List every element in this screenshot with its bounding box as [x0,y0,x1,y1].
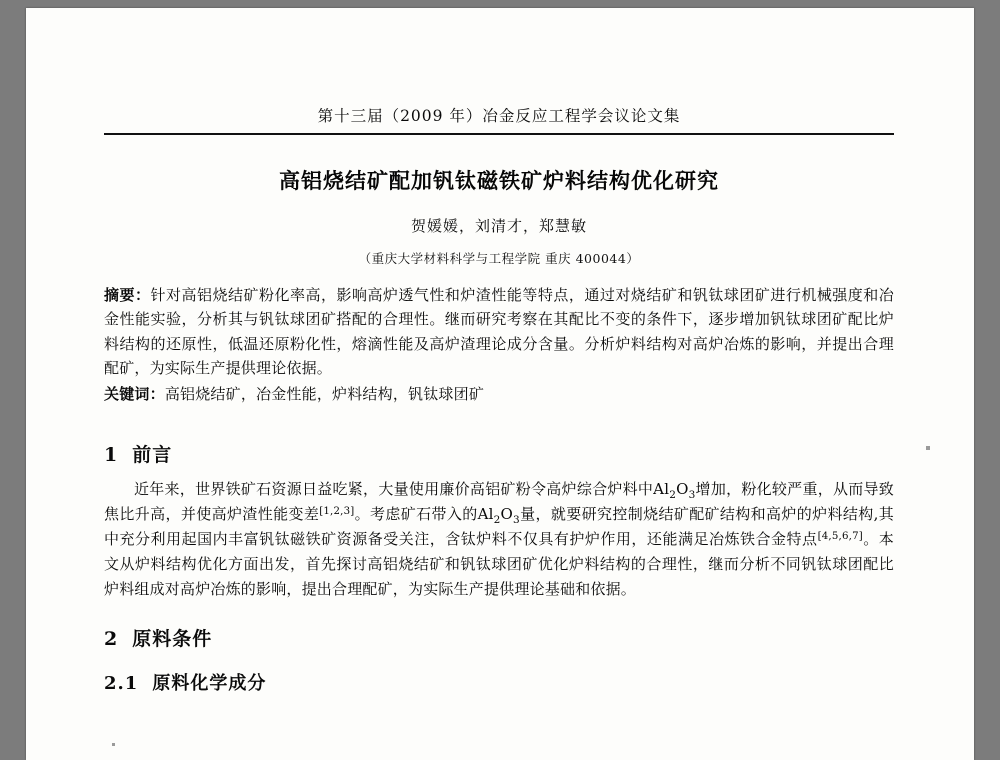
section-1-paragraph [104,477,894,601]
header-rule [104,133,894,135]
para-run: 。本文从炉料结构优化方面出发，首先探讨高铝烧结矿和钒钛球团矿优化炉料结构的合理性，继而分析不同钒钛球团配比炉料组成对高炉冶炼的影响，提出合理配矿，为实际生产提供理论基础和依据。 [104,530,894,599]
para-sub: 3 [688,488,696,501]
subsection-heading-2-1 [104,669,894,695]
section-number-2: 2 [104,627,119,650]
para-run: O [500,505,514,524]
section-heading-2 [104,624,894,651]
affiliation: （重庆大学材料科学与工程学院 重庆 400044） [358,251,640,266]
page-content [104,8,894,760]
para-sub: 2 [669,488,677,501]
keywords-label: 关键词： [104,385,165,404]
section-heading-1 [104,440,894,467]
keywords-block [104,382,894,406]
author-list: 贺媛媛，刘清才，郑慧敏 [410,217,587,235]
para-run: 量，就要研究控制烧结矿配矿结构和高炉的炉料结构,其中充分利用起国内丰富钒钛磁铁矿资源备受关注，含钛炉料不仅具有护炉作用，还能满足冶炼铁合金特点 [104,505,894,549]
citation-ref: [1,2,3] [319,506,355,518]
section-title-2: 原料条件 [132,627,213,650]
abstract-label: 摘要： [104,286,151,304]
para-sub: 3 [513,513,520,526]
document-page [26,8,974,760]
scan-speck [926,446,930,450]
abstract-block [104,283,894,380]
para-run: 。考虑矿石带入的Al [354,505,494,524]
section-number-1: 1 [104,444,119,467]
para-sub: 2 [493,513,501,526]
running-head: 第十三届（2009 年）冶金反应工程学会议论文集 [317,107,681,125]
para-run: 增加，粉化较严重，从而导致焦比升高，并使高炉渣性能变差 [104,480,894,524]
subsection-number: 2.1 [104,672,139,694]
para-run: 近年来，世界铁矿石资源日益吃紧，大量使用廉价高铝矿粉令高炉综合炉料中Al [134,480,670,499]
page-title: 高铝烧结矿配加钒钛磁铁矿炉料结构优化研究 [279,168,719,193]
abstract-text: 针对高铝烧结矿粉化率高，影响高炉透气性和炉渣性能等特点，通过对烧结矿和钒钛球团矿进行机械强度和冶金性能实验，分析其与钒钛球团矿搭配的合理性。继而研究考察在其配比不变的条件下，逐步增加钒钛球团矿配比炉料结构的还原性，低温还原粉化性，熔滴性能及高炉渣理论成分含量。分析炉料结构对高炉冶炼的影响，并提出合理配矿，为实际生产提供理论依据。 [104,286,894,377]
subsection-title: 原料化学成分 [152,672,267,694]
citation-ref: [4,5,6,7] [817,531,863,543]
keywords-text: 高铝烧结矿，冶金性能，炉料结构，钒钛球团矿 [164,385,485,404]
section-title-1: 前言 [132,444,173,467]
para-run: O [676,480,689,499]
